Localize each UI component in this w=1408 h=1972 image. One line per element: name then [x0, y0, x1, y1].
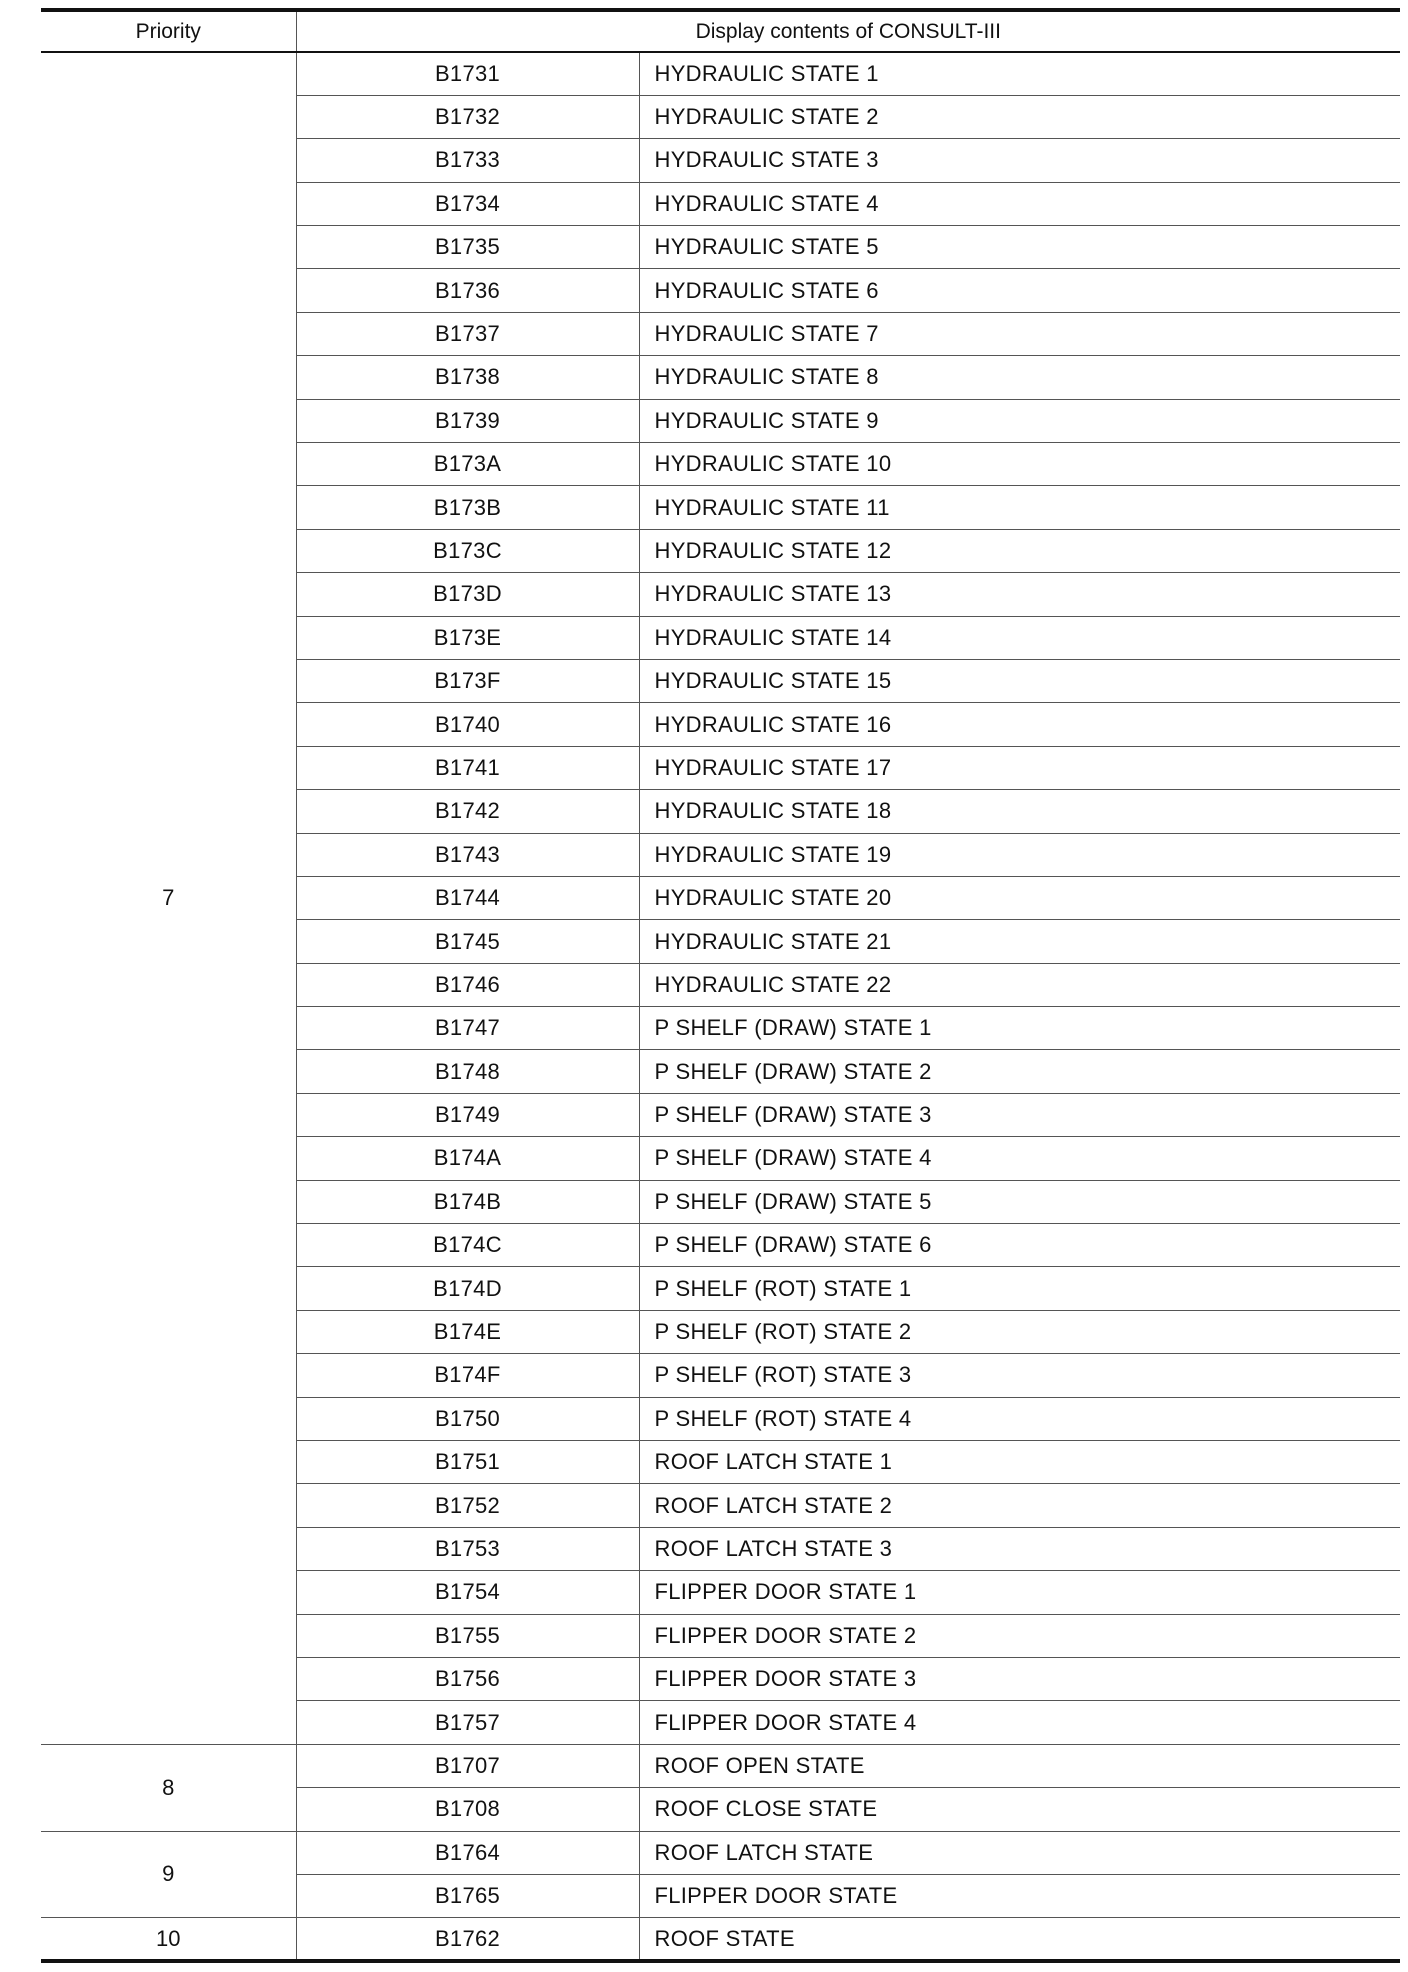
- dtc-description-cell: P SHELF (DRAW) STATE 2: [639, 1050, 1400, 1093]
- dtc-code-cell: B173E: [296, 616, 639, 659]
- table-row: [41, 52, 1400, 95]
- dtc-code-cell: B1743: [296, 833, 639, 876]
- priority-cell: 10: [41, 1918, 296, 1961]
- priority-cell: 7: [41, 52, 296, 1744]
- dtc-description-cell: P SHELF (DRAW) STATE 6: [639, 1224, 1400, 1267]
- dtc-description-cell: ROOF LATCH STATE 2: [639, 1484, 1400, 1527]
- dtc-description-cell: FLIPPER DOOR STATE 1: [639, 1571, 1400, 1614]
- dtc-code-cell: B1708: [296, 1788, 639, 1831]
- dtc-description-cell: HYDRAULIC STATE 2: [639, 95, 1400, 138]
- dtc-code-cell: B1755: [296, 1614, 639, 1657]
- dtc-description-cell: FLIPPER DOOR STATE 2: [639, 1614, 1400, 1657]
- dtc-description-cell: HYDRAULIC STATE 19: [639, 833, 1400, 876]
- dtc-code-cell: B1739: [296, 399, 639, 442]
- dtc-code-cell: B174F: [296, 1354, 639, 1397]
- dtc-code-cell: B173A: [296, 443, 639, 486]
- dtc-description-cell: ROOF OPEN STATE: [639, 1744, 1400, 1787]
- dtc-code-cell: B1744: [296, 876, 639, 919]
- dtc-description-cell: HYDRAULIC STATE 7: [639, 312, 1400, 355]
- dtc-code-cell: B174C: [296, 1224, 639, 1267]
- dtc-code-cell: B1707: [296, 1744, 639, 1787]
- dtc-code-cell: B1732: [296, 95, 639, 138]
- priority-column-header: Priority: [41, 10, 296, 52]
- table-row: [41, 1918, 1400, 1961]
- dtc-code-cell: B174E: [296, 1310, 639, 1353]
- dtc-code-cell: B1748: [296, 1050, 639, 1093]
- dtc-code-cell: B1749: [296, 1093, 639, 1136]
- priority-cell: 9: [41, 1831, 296, 1918]
- priority-cell: 8: [41, 1744, 296, 1831]
- dtc-description-cell: HYDRAULIC STATE 8: [639, 356, 1400, 399]
- dtc-description-cell: ROOF LATCH STATE 1: [639, 1441, 1400, 1484]
- header-row: [41, 10, 1400, 52]
- dtc-description-cell: HYDRAULIC STATE 5: [639, 226, 1400, 269]
- dtc-code-cell: B1753: [296, 1527, 639, 1570]
- dtc-code-cell: B1738: [296, 356, 639, 399]
- dtc-description-cell: HYDRAULIC STATE 20: [639, 876, 1400, 919]
- dtc-description-cell: HYDRAULIC STATE 21: [639, 920, 1400, 963]
- dtc-description-cell: HYDRAULIC STATE 22: [639, 963, 1400, 1006]
- dtc-code-cell: B1740: [296, 703, 639, 746]
- dtc-description-cell: ROOF STATE: [639, 1918, 1400, 1961]
- dtc-description-cell: P SHELF (DRAW) STATE 1: [639, 1007, 1400, 1050]
- dtc-code-cell: B1745: [296, 920, 639, 963]
- dtc-code-cell: B1741: [296, 746, 639, 789]
- table-row: [41, 1744, 1400, 1787]
- dtc-code-cell: B1736: [296, 269, 639, 312]
- dtc-code-cell: B1764: [296, 1831, 639, 1874]
- dtc-code-cell: B173C: [296, 529, 639, 572]
- dtc-description-cell: HYDRAULIC STATE 12: [639, 529, 1400, 572]
- dtc-description-cell: HYDRAULIC STATE 9: [639, 399, 1400, 442]
- dtc-description-cell: P SHELF (DRAW) STATE 4: [639, 1137, 1400, 1180]
- dtc-description-cell: HYDRAULIC STATE 6: [639, 269, 1400, 312]
- dtc-description-cell: FLIPPER DOOR STATE 4: [639, 1701, 1400, 1744]
- dtc-code-cell: B173F: [296, 659, 639, 702]
- dtc-code-cell: B1750: [296, 1397, 639, 1440]
- dtc-code-cell: B1765: [296, 1874, 639, 1917]
- dtc-description-cell: HYDRAULIC STATE 17: [639, 746, 1400, 789]
- dtc-code-cell: B1754: [296, 1571, 639, 1614]
- dtc-code-cell: B173D: [296, 573, 639, 616]
- dtc-description-cell: ROOF CLOSE STATE: [639, 1788, 1400, 1831]
- dtc-description-cell: HYDRAULIC STATE 18: [639, 790, 1400, 833]
- dtc-description-cell: HYDRAULIC STATE 14: [639, 616, 1400, 659]
- table-body: [41, 52, 1400, 1961]
- dtc-description-cell: ROOF LATCH STATE 3: [639, 1527, 1400, 1570]
- dtc-description-cell: HYDRAULIC STATE 4: [639, 182, 1400, 225]
- dtc-description-cell: HYDRAULIC STATE 3: [639, 139, 1400, 182]
- table-header: [41, 10, 1400, 52]
- dtc-code-cell: B1742: [296, 790, 639, 833]
- dtc-code-cell: B1762: [296, 1918, 639, 1961]
- dtc-code-cell: B1734: [296, 182, 639, 225]
- dtc-code-cell: B1747: [296, 1007, 639, 1050]
- dtc-code-cell: B1751: [296, 1441, 639, 1484]
- display-contents-column-header: Display contents of CONSULT-III: [296, 10, 1400, 52]
- dtc-description-cell: P SHELF (DRAW) STATE 3: [639, 1093, 1400, 1136]
- dtc-description-cell: HYDRAULIC STATE 11: [639, 486, 1400, 529]
- dtc-code-cell: B1752: [296, 1484, 639, 1527]
- dtc-code-cell: B1735: [296, 226, 639, 269]
- dtc-description-cell: P SHELF (ROT) STATE 4: [639, 1397, 1400, 1440]
- dtc-description-cell: ROOF LATCH STATE: [639, 1831, 1400, 1874]
- dtc-description-cell: HYDRAULIC STATE 16: [639, 703, 1400, 746]
- dtc-code-cell: B174D: [296, 1267, 639, 1310]
- table-row: [41, 1831, 1400, 1874]
- dtc-code-cell: B174B: [296, 1180, 639, 1223]
- dtc-description-cell: HYDRAULIC STATE 15: [639, 659, 1400, 702]
- dtc-code-cell: B174A: [296, 1137, 639, 1180]
- dtc-code-cell: B1737: [296, 312, 639, 355]
- dtc-description-cell: HYDRAULIC STATE 1: [639, 52, 1400, 95]
- dtc-code-cell: B173B: [296, 486, 639, 529]
- consult-display-table: [41, 8, 1400, 1963]
- dtc-description-cell: P SHELF (ROT) STATE 1: [639, 1267, 1400, 1310]
- dtc-code-cell: B1731: [296, 52, 639, 95]
- dtc-code-cell: B1733: [296, 139, 639, 182]
- dtc-description-cell: FLIPPER DOOR STATE 3: [639, 1657, 1400, 1700]
- dtc-code-cell: B1757: [296, 1701, 639, 1744]
- dtc-description-cell: P SHELF (ROT) STATE 3: [639, 1354, 1400, 1397]
- dtc-description-cell: P SHELF (ROT) STATE 2: [639, 1310, 1400, 1353]
- dtc-description-cell: P SHELF (DRAW) STATE 5: [639, 1180, 1400, 1223]
- dtc-code-cell: B1746: [296, 963, 639, 1006]
- dtc-description-cell: FLIPPER DOOR STATE: [639, 1874, 1400, 1917]
- dtc-description-cell: HYDRAULIC STATE 13: [639, 573, 1400, 616]
- dtc-code-cell: B1756: [296, 1657, 639, 1700]
- dtc-description-cell: HYDRAULIC STATE 10: [639, 443, 1400, 486]
